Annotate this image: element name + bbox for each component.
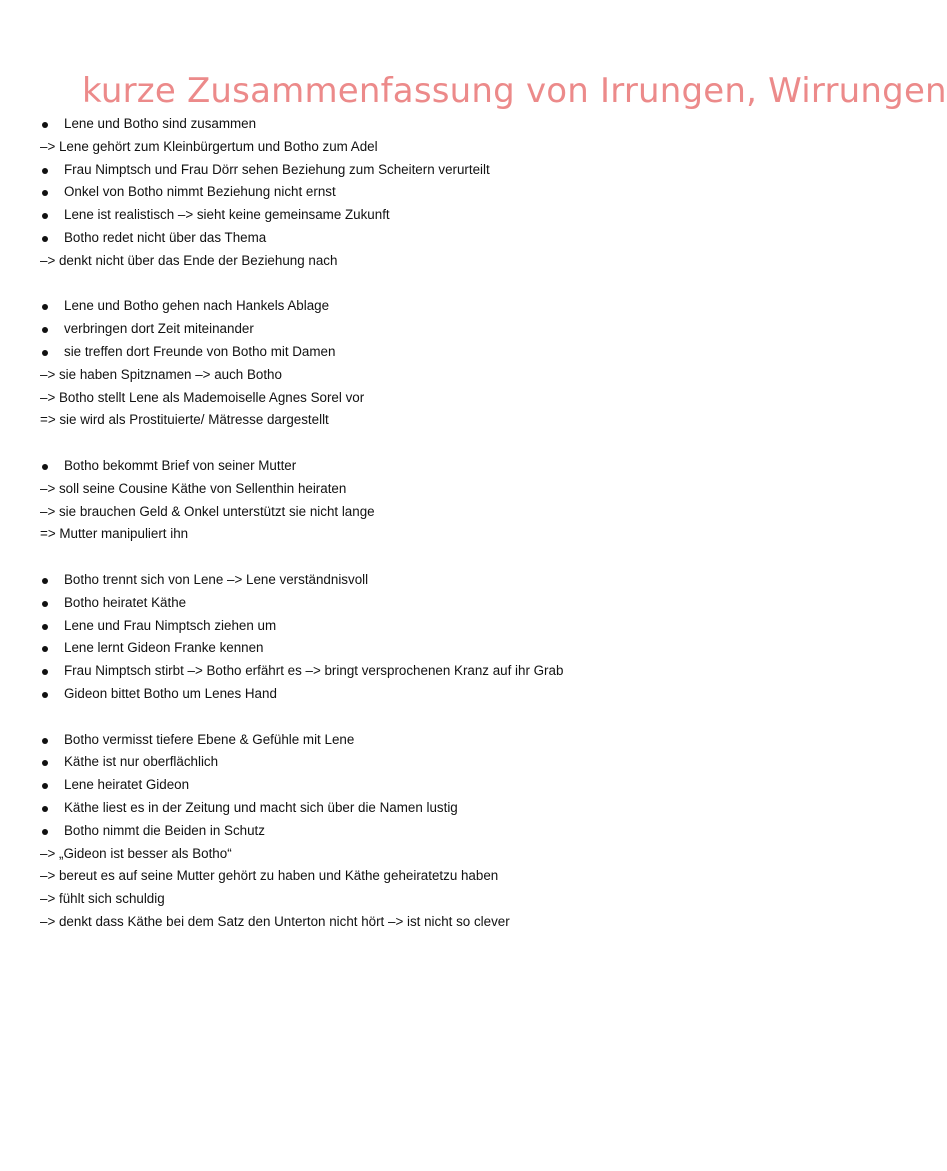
bullet-dot-icon: [42, 213, 48, 219]
line-text: Botho redet nicht über das Thema: [64, 229, 267, 245]
line-text: Käthe ist nur oberflächlich: [64, 754, 219, 770]
bullet-point: [40, 615, 810, 638]
line-text: => Mutter manipuliert ihn: [40, 526, 189, 542]
page-title: kurze Zusammenfassung von Irrungen, Wirrungen: [82, 70, 947, 111]
line-text: verbringen dort Zeit miteinander: [64, 321, 254, 337]
line-text: Gideon bittet Botho um Lenes Hand: [64, 685, 277, 701]
line-text: Lene ist realistisch –> sieht keine gemeinsame Zukunft: [64, 207, 390, 223]
line-text: –> sie brauchen Geld & Onkel unterstützt sie nicht lange: [40, 503, 375, 519]
arrow-note: [40, 409, 810, 432]
bullet-point: [40, 455, 810, 478]
bullet-dot-icon: [42, 624, 48, 630]
bullet-dot-icon: [42, 578, 48, 584]
bullet-dot-icon: [42, 236, 48, 242]
line-text: –> denkt dass Käthe bei dem Satz den Unterton nicht hört –> ist nicht so clever: [40, 913, 510, 929]
arrow-note: [40, 250, 810, 273]
line-text: Lene heiratet Gideon: [64, 777, 190, 793]
summary-content: [40, 113, 810, 934]
bullet-point: [40, 774, 810, 797]
bullet-point: [40, 751, 810, 774]
bullet-point: [40, 660, 810, 683]
bullet-point: [40, 592, 810, 615]
bullet-point: [40, 318, 810, 341]
bullet-dot-icon: [42, 464, 48, 470]
bullet-point: [40, 227, 810, 250]
arrow-note: [40, 387, 810, 410]
bullet-dot-icon: [42, 783, 48, 789]
arrow-note: [40, 501, 810, 524]
summary-section: [40, 569, 810, 706]
arrow-note: [40, 843, 810, 866]
bullet-point: [40, 569, 810, 592]
arrow-note: [40, 136, 810, 159]
bullet-dot-icon: [42, 646, 48, 652]
line-text: Botho nimmt die Beiden in Schutz: [64, 822, 265, 838]
line-text: –> denkt nicht über das Ende der Beziehung nach: [40, 252, 338, 268]
section-gap: [40, 432, 810, 455]
line-text: Lene und Botho gehen nach Hankels Ablage: [64, 298, 330, 314]
bullet-dot-icon: [42, 829, 48, 835]
bullet-dot-icon: [42, 601, 48, 607]
summary-section: [40, 113, 810, 273]
bullet-point: [40, 295, 810, 318]
line-text: Frau Nimptsch stirbt –> Botho erfährt es –> bringt versprochenen Kranz auf ihr Grab: [64, 663, 564, 679]
line-text: => sie wird als Prostituierte/ Mätresse dargestellt: [40, 412, 329, 428]
bullet-dot-icon: [42, 806, 48, 812]
bullet-dot-icon: [42, 692, 48, 698]
bullet-point: [40, 341, 810, 364]
bullet-dot-icon: [42, 350, 48, 356]
arrow-note: [40, 911, 810, 934]
bullet-dot-icon: [42, 122, 48, 128]
line-text: –> soll seine Cousine Käthe von Sellenthin heiraten: [40, 480, 347, 496]
arrow-note: [40, 523, 810, 546]
bullet-point: [40, 159, 810, 182]
bullet-point: [40, 181, 810, 204]
bullet-point: [40, 637, 810, 660]
arrow-note: [40, 364, 810, 387]
line-text: Frau Nimptsch und Frau Dörr sehen Beziehung zum Scheitern verurteilt: [64, 161, 490, 177]
line-text: –> Lene gehört zum Kleinbürgertum und Botho zum Adel: [40, 138, 378, 154]
bullet-point: [40, 820, 810, 843]
summary-section: [40, 729, 810, 934]
line-text: –> Botho stellt Lene als Mademoiselle Agnes Sorel vor: [40, 389, 365, 405]
line-text: Onkel von Botho nimmt Beziehung nicht ernst: [64, 184, 336, 200]
line-text: Lene lernt Gideon Franke kennen: [64, 640, 264, 656]
arrow-note: [40, 478, 810, 501]
line-text: –> bereut es auf seine Mutter gehört zu haben und Käthe geheiratetzu haben: [40, 868, 499, 884]
section-gap: [40, 273, 810, 296]
line-text: Botho bekommt Brief von seiner Mutter: [64, 457, 297, 473]
summary-section: [40, 295, 810, 432]
bullet-dot-icon: [42, 190, 48, 196]
section-gap: [40, 546, 810, 569]
bullet-point: [40, 204, 810, 227]
bullet-point: [40, 683, 810, 706]
bullet-dot-icon: [42, 669, 48, 675]
bullet-dot-icon: [42, 168, 48, 174]
bullet-dot-icon: [42, 760, 48, 766]
line-text: sie treffen dort Freunde von Botho mit Damen: [64, 343, 336, 359]
bullet-point: [40, 797, 810, 820]
bullet-dot-icon: [42, 738, 48, 744]
line-text: Botho trennt sich von Lene –> Lene verständnisvoll: [64, 571, 369, 587]
line-text: Lene und Botho sind zusammen: [64, 116, 257, 131]
summary-section: [40, 455, 810, 546]
line-text: Lene und Frau Nimptsch ziehen um: [64, 617, 277, 633]
line-text: –> fühlt sich schuldig: [40, 891, 165, 907]
bullet-dot-icon: [42, 327, 48, 333]
bullet-point: [40, 113, 810, 136]
bullet-dot-icon: [42, 304, 48, 310]
bullet-point: [40, 729, 810, 752]
section-gap: [40, 706, 810, 729]
line-text: –> sie haben Spitznamen –> auch Botho: [40, 366, 282, 382]
line-text: Botho heiratet Käthe: [64, 594, 187, 610]
arrow-note: [40, 865, 810, 888]
line-text: –> „Gideon ist besser als Botho“: [40, 845, 232, 861]
line-text: Botho vermisst tiefere Ebene & Gefühle mit Lene: [64, 731, 355, 747]
arrow-note: [40, 888, 810, 911]
line-text: Käthe liest es in der Zeitung und macht sich über die Namen lustig: [64, 799, 458, 815]
